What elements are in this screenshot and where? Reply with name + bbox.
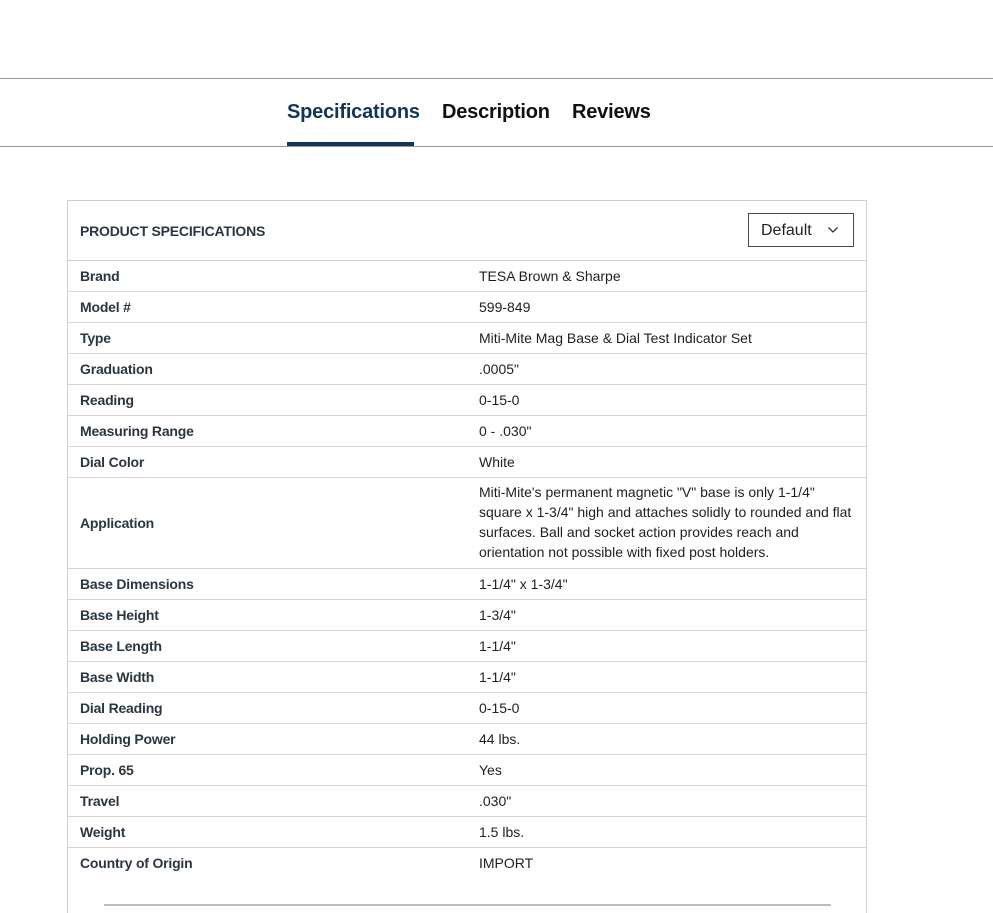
spec-label: Weight: [80, 824, 126, 840]
spec-row-weight: [68, 817, 866, 848]
spec-label: Type: [80, 330, 111, 346]
spec-row-application: [68, 478, 866, 569]
spec-label: Prop. 65: [80, 762, 134, 778]
spec-row-base-dimensions: [68, 569, 866, 600]
spec-value: .0005": [479, 361, 520, 377]
spec-label: Country of Origin: [80, 855, 193, 871]
chevron-down-icon: [827, 224, 839, 236]
spec-label: Dial Color: [80, 454, 145, 470]
spec-label: Measuring Range: [80, 423, 194, 439]
spec-value: White: [479, 454, 515, 470]
spec-label: Graduation: [80, 361, 153, 377]
spec-row-base-height: [68, 600, 866, 631]
tab-specifications[interactable]: Specifications: [287, 101, 420, 123]
spec-value: IMPORT: [479, 855, 534, 871]
spec-row-type: [68, 323, 866, 354]
spec-label: Base Dimensions: [80, 576, 194, 592]
spec-value: 44 lbs.: [479, 731, 521, 747]
spec-row-brand: [68, 261, 866, 292]
spec-value: 599-849: [479, 299, 531, 315]
spec-view-select[interactable]: [748, 213, 854, 247]
spec-row-dial-reading: [68, 693, 866, 724]
spec-label: Holding Power: [80, 731, 176, 747]
spec-row-travel: [68, 786, 866, 817]
spec-label: Application: [80, 515, 155, 531]
spec-value: Miti-Mite's permanent magnetic "V" base is only 1-1/4" square x 1-3/4" high and attaches solidly to rounded and flat surfaces. Ball and socket action provides reach and orientation not possible with fixed post holders.: [479, 484, 852, 560]
spec-value: Yes: [479, 762, 502, 778]
spec-value: 1.5 lbs.: [479, 824, 525, 840]
spec-rows: [68, 261, 866, 879]
spec-row-holding-power: [68, 724, 866, 755]
spec-row-graduation: [68, 354, 866, 385]
spec-value: 1-3/4": [479, 607, 516, 623]
spec-label: Dial Reading: [80, 700, 163, 716]
tab-reviews[interactable]: Reviews: [572, 101, 651, 123]
spec-value: 0-15-0: [479, 392, 520, 408]
spec-row-measuring-range: [68, 416, 866, 447]
spec-value: 1-1/4": [479, 638, 516, 654]
spec-row-base-length: [68, 631, 866, 662]
active-tab-indicator: [287, 142, 414, 146]
specifications-header: [68, 201, 866, 261]
specifications-title: PRODUCT SPECIFICATIONS: [80, 223, 266, 239]
spec-view-select-value: Default: [761, 222, 812, 239]
product-tabs: [0, 78, 993, 147]
spec-value: 1-1/4": [479, 669, 516, 685]
spec-row-dial-color: [68, 447, 866, 478]
spec-label: Base Width: [80, 669, 155, 685]
product-specifications-panel: [67, 200, 867, 913]
spec-row-model: [68, 292, 866, 323]
spec-row-country-of-origin: [68, 848, 866, 879]
spec-row-prop-65: [68, 755, 866, 786]
spec-value: .030": [479, 793, 512, 809]
spec-value: TESA Brown & Sharpe: [479, 268, 621, 284]
spec-row-reading: [68, 385, 866, 416]
spec-label: Brand: [80, 268, 120, 284]
spec-label: Base Height: [80, 607, 159, 623]
spec-label: Base Length: [80, 638, 162, 654]
spec-value: Miti-Mite Mag Base & Dial Test Indicator Set: [479, 330, 752, 346]
spec-label: Reading: [80, 392, 134, 408]
spec-value: 0-15-0: [479, 700, 520, 716]
section-divider: [104, 904, 831, 906]
spec-value: 1-1/4" x 1-3/4": [479, 576, 568, 592]
spec-label: Travel: [80, 793, 120, 809]
spec-label: Model #: [80, 299, 131, 315]
tab-description[interactable]: Description: [442, 101, 550, 123]
spec-value: 0 - .030": [479, 423, 532, 439]
spec-row-base-width: [68, 662, 866, 693]
